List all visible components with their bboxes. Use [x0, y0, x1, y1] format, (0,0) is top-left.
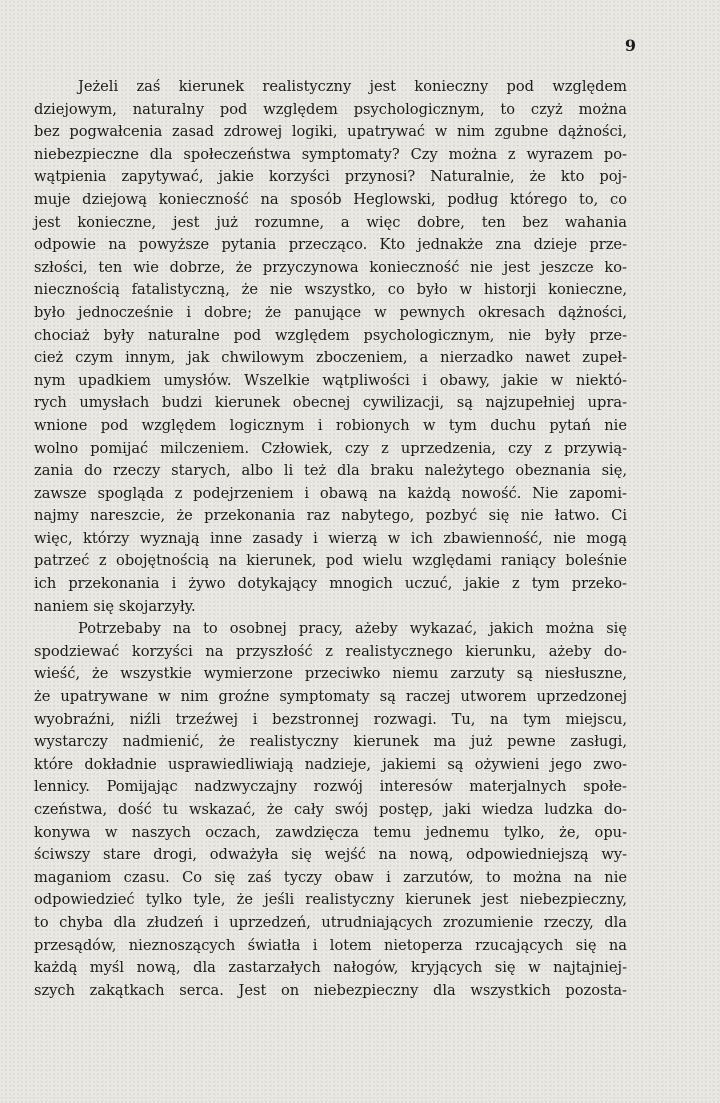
text-line: patrzeć z obojętnością na kierunek, pod wielu względami raniący boleśnie: [34, 552, 627, 570]
text-line: zawsze spogląda z podejrzeniem i obawą na każdą nowość. Nie zapomi-: [34, 484, 627, 502]
text-line: wolno pomijać milczeniem. Człowiek, czy z uprzedzenia, czy z przywią-: [34, 439, 627, 457]
text-line: bez pogwałcenia zasad zdrowej logiki, upatrywać w nim zgubne dążności,: [34, 123, 627, 141]
text-line: najmy nareszcie, że przekonania raz nabytego, pozbyć się nie łatwo. Ci: [34, 507, 627, 525]
text-line: które dokładnie usprawiedliwiają nadzieje, jakiemi są ożywieni jego zwo-: [34, 755, 627, 773]
text-line: czeństwa, dość tu wskazać, że cały swój postęp, jaki wiedza ludzka do-: [34, 801, 627, 818]
text-line: więc, którzy wyznają inne zasady i wierzą w ich zbawienność, nie mogą: [34, 529, 627, 547]
text-line: szłości, ten wie dobrze, że przyczynowa konieczność nie jest jeszcze ko-: [34, 258, 627, 276]
paragraph: [34, 76, 627, 618]
text-line: muje dziejową konieczność na sposób Heglowski, podług którego to, co: [34, 190, 627, 208]
text-line: lennicy. Pomijając nadzwyczajny rozwój interesów materjalnych społe-: [34, 778, 627, 796]
text-line: ich przekonania i żywo dotykający mnogich uczuć, jakie z tym przeko-: [34, 575, 627, 593]
text-line: Potrzebaby na to osobnej pracy, ażeby wykazać, jakich można się: [78, 620, 627, 638]
text-line: naniem się skojarzyły.: [34, 597, 196, 615]
text-line: wnione pod względem logicznym i robionych w tym duchu pytań nie: [34, 416, 627, 434]
page-number: 9: [624, 36, 636, 55]
text-line: jest konieczne, jest już rozumne, a więc dobre, ten bez wahania: [34, 213, 627, 231]
text-line: rych umysłach budzi kierunek obecnej cywilizacji, są najzupełniej upra-: [34, 394, 627, 412]
text-line: każdą myśl nową, dla zastarzałych nałogów, kryjących się w najtajniej-: [34, 959, 627, 977]
paragraph: [34, 618, 627, 1002]
text-line: niecznością fatalistyczną, że nie wszystko, co było w historji konieczne,: [34, 281, 627, 299]
text-line: wystarczy nadmienić, że realistyczny kierunek ma już pewne zasługi,: [34, 733, 627, 751]
text-line: Jeżeli zaś kierunek realistyczny jest konieczny pod względem: [78, 78, 627, 95]
text-line: wieść, że wszystkie wymierzone przeciwko niemu zarzuty są niesłuszne,: [34, 665, 627, 683]
text-line: to chyba dla złudzeń i uprzedzeń, utrudniających zrozumienie rzeczy, dla: [34, 913, 627, 931]
text-line: wyobraźni, niźli trzeźwej i bezstronnej rozwagi. Tu, na tym miejscu,: [34, 710, 627, 728]
text-line: maganiom czasu. Co się zaś tyczy obaw i zarzutów, to można na nie: [34, 868, 627, 886]
text-line: było jednocześnie i dobre; że panujące w pewnych okresach dążności,: [34, 303, 627, 321]
text-line: zania do rzeczy starych, albo li też dla braku należytego obeznania się,: [34, 462, 627, 480]
text-line: nym upadkiem umysłów. Wszelkie wątpliwości i obawy, jakie w niektó-: [34, 371, 627, 389]
text-line: niebezpieczne dla społeczeństwa symptomaty? Czy można z wyrazem po-: [34, 145, 627, 163]
text-line: że upatrywane w nim groźne symptomaty są raczej utworem uprzedzonej: [34, 688, 627, 706]
text-line: szych zakątkach serca. Jest on niebezpieczny dla wszystkich pozosta-: [34, 981, 627, 999]
text-line: cież czym innym, jak chwilowym zboczeniem, a nierzadko nawet zupeł-: [34, 349, 627, 367]
text-line: odpowiedzieć tylko tyle, że jeśli realistyczny kierunek jest niebezpieczny,: [34, 891, 627, 909]
body-text: [34, 76, 627, 1002]
text-line: chociaż były naturalne pod względem psychologicznym, nie były prze-: [34, 326, 627, 344]
text-line: dziejowym, naturalny pod względem psychologicznym, to czyż można: [34, 100, 627, 118]
text-line: konywa w naszych oczach, zawdzięcza temu jednemu tylko, że, opu-: [34, 823, 627, 841]
text-line: przesądów, nieznoszących światła i lotem nietoperza rzucających się na: [34, 936, 627, 954]
text-line: spodziewać korzyści na przyszłość z realistycznego kierunku, ażeby do-: [34, 642, 627, 660]
text-line: wątpienia zapytywać, jakie korzyści przynosi? Naturalnie, że kto poj-: [34, 168, 627, 186]
text-line: odpowie na powyższe pytania przecząco. Kto jednakże zna dzieje prze-: [34, 236, 627, 254]
text-line: ściwszy stare drogi, odważyła się wejść na nową, odpowiedniejszą wy-: [34, 846, 627, 864]
